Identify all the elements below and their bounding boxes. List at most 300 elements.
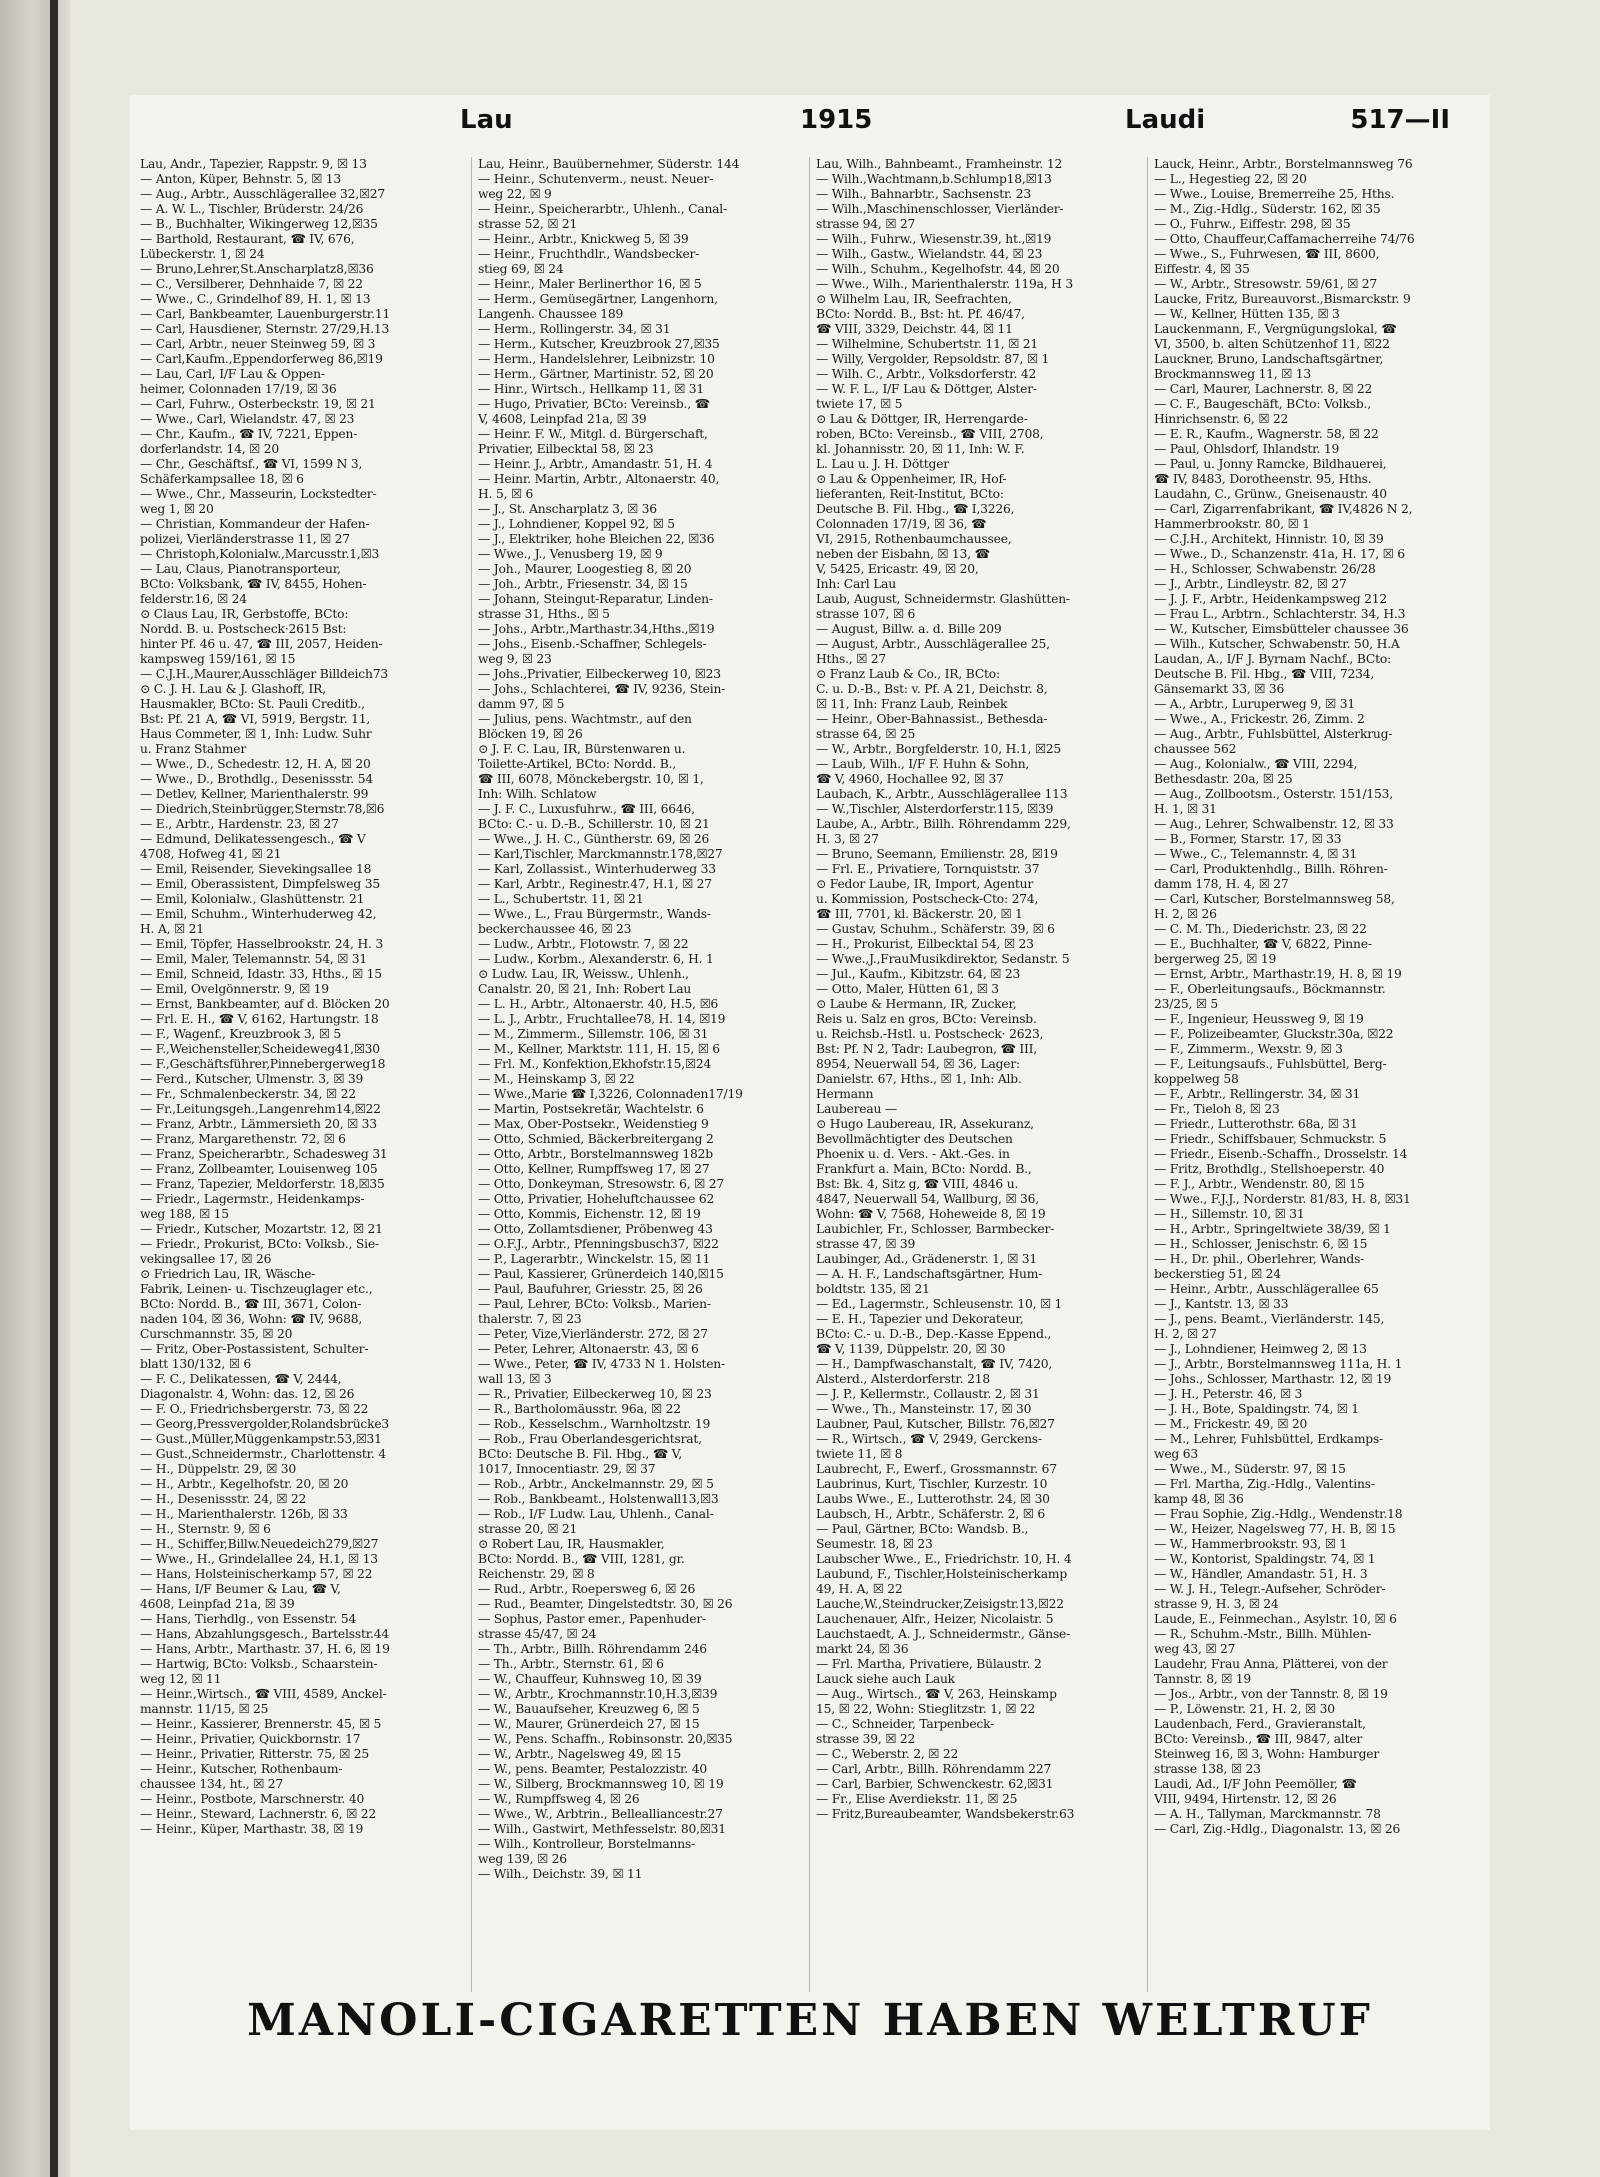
directory-entry: — Barthold, Restaurant, ☎ IV, 676, <box>140 232 355 246</box>
directory-entry: ⊙ C. J. H. Lau & J. Glashoff, IR, <box>140 682 326 696</box>
directory-entry: ⊙ Lau & Döttger, IR, Herrengarde- <box>816 412 1028 426</box>
directory-entry: naden 104, ☒ 36, Wohn: ☎ IV, 9688, <box>140 1312 363 1326</box>
directory-entry: — Hartwig, BCto: Volksb., Schaarstein- <box>140 1657 378 1671</box>
directory-entry: Colonnaden 17/19, ☒ 36, ☎ <box>816 517 987 531</box>
directory-entry: Laudenbach, Ferd., Gravieranstalt, <box>1154 1717 1366 1731</box>
directory-entry: — Ludw., Arbtr., Flotowstr. 7, ☒ 22 <box>478 937 689 951</box>
directory-entry: damm 178, H. 4, ☒ 27 <box>1154 877 1289 891</box>
directory-entry: Lau, Andr., Tapezier, Rappstr. 9, ☒ 13 <box>140 157 367 171</box>
directory-entry: wall 13, ☒ 3 <box>478 1372 552 1386</box>
directory-entry: — Hans, Arbtr., Marthastr. 37, H. 6, ☒ 19 <box>140 1642 390 1656</box>
directory-entry: Deutsche B. Fil. Hbg., ☎ I,3226, <box>816 502 1015 516</box>
directory-entry: strasse 47, ☒ 39 <box>816 1237 916 1251</box>
directory-entry: — Carl,Kaufm.,Eppendorferweg 86,☒19 <box>140 352 383 366</box>
directory-entry: V, 5425, Ericastr. 49, ☒ 20, <box>816 562 979 576</box>
directory-entry: — Diedrich,Steinbrügger,Sternstr.78,☒6 <box>140 802 385 816</box>
directory-entry: Laube, A., Arbtr., Billh. Röhrendamm 229, <box>816 817 1071 831</box>
directory-entry: — Paul, Baufuhrer, Griesstr. 25, ☒ 26 <box>478 1282 703 1296</box>
directory-entry: — J., St. Anscharplatz 3, ☒ 36 <box>478 502 657 516</box>
directory-entry: damm 97, ☒ 5 <box>478 697 565 711</box>
directory-entry: L. Lau u. J. H. Döttger <box>816 457 949 471</box>
directory-entry: weg 22, ☒ 9 <box>478 187 552 201</box>
directory-entry: — Heinr., Privatier, Quickbornstr. 17 <box>140 1732 361 1746</box>
directory-entry: — J. P., Kellermstr., Collaustr. 2, ☒ 31 <box>816 1387 1040 1401</box>
directory-entry: — Emil, Kolonialw., Glashüttenstr. 21 <box>140 892 365 906</box>
directory-entry: Laubach, K., Arbtr., Ausschlägerallee 113 <box>816 787 1068 801</box>
directory-entry: — Peter, Vize,Vierländerstr. 272, ☒ 27 <box>478 1327 708 1341</box>
directory-entry: — Herm., Kutscher, Kreuzbrook 27,☒35 <box>478 337 720 351</box>
directory-entry: Seumestr. 18, ☒ 23 <box>816 1537 933 1551</box>
directory-entry: neben der Eisbahn, ☒ 13, ☎ <box>816 547 990 561</box>
directory-entry: Hinrichsenstr. 6, ☒ 22 <box>1154 412 1289 426</box>
directory-entry: Bevollmächtigter des Deutschen <box>816 1132 1013 1146</box>
directory-entry: — P., Lagerarbtr., Winckelstr. 15, ☒ 11 <box>478 1252 711 1266</box>
directory-entry: — Herm., Gärtner, Martinistr. 52, ☒ 20 <box>478 367 714 381</box>
directory-entry: Laudi, Ad., I/F John Peemöller, ☎ <box>1154 1777 1357 1791</box>
directory-entry: — Th., Arbtr., Billh. Röhrendamm 246 <box>478 1642 707 1656</box>
directory-entry: Hths., ☒ 27 <box>816 652 887 666</box>
directory-entry: blatt 130/132, ☒ 6 <box>140 1357 251 1371</box>
directory-entry: Canalstr. 20, ☒ 21, Inh: Robert Lau <box>478 982 692 996</box>
directory-entry: — Aug., Lehrer, Schwalbenstr. 12, ☒ 33 <box>1154 817 1394 831</box>
directory-entry: — W.,Tischler, Alsterdorferstr.115, ☒39 <box>816 802 1054 816</box>
directory-entry: 4847, Neuerwall 54, Wallburg, ☒ 36, <box>816 1192 1039 1206</box>
directory-entry: — Hans, Abzahlungsgesch., Bartelsstr.44 <box>140 1627 389 1641</box>
directory-entry: — Carl, Barbier, Schwenckestr. 62,☒31 <box>816 1777 1054 1791</box>
directory-entry: — Johs., Schlosser, Marthastr. 12, ☒ 19 <box>1154 1372 1392 1386</box>
directory-entry: stieg 69, ☒ 24 <box>478 262 564 276</box>
directory-entry: — F.,Geschäftsführer,Pinnebergerweg18 <box>140 1057 386 1071</box>
directory-entry: — Herm., Handelslehrer, Leibnizstr. 10 <box>478 352 715 366</box>
directory-entry: — Wilh., Bahnarbtr., Sachsenstr. 23 <box>816 187 1031 201</box>
directory-entry: — Wwe., C., Grindelhof 89, H. 1, ☒ 13 <box>140 292 371 306</box>
directory-entry: — E., Buchhalter, ☎ V, 6822, Pinne- <box>1154 937 1372 951</box>
directory-entry: — Rob., Arbtr., Anckelmannstr. 29, ☒ 5 <box>478 1477 714 1491</box>
directory-entry: — Emil, Schneid, Idastr. 33, Hths., ☒ 15 <box>140 967 382 981</box>
advertisement-footer: MANOLI-CIGARETTEN HABEN WELTRUF <box>247 1995 1373 2046</box>
directory-entry: Laubichler, Fr., Schlosser, Barmbecker- <box>816 1222 1055 1236</box>
directory-entry: — Frl. M., Konfektion,Ekhofstr.15,☒24 <box>478 1057 712 1071</box>
directory-entry: ⊙ Ludw. Lau, IR, Weissw., Uhlenh., <box>478 967 689 981</box>
directory-entry: u. Franz Stahmer <box>140 742 247 756</box>
directory-entry: — Wwe., W., Arbtrin., Bellealliancestr.27 <box>478 1807 723 1821</box>
directory-entry: — Wilh., Kutscher, Schwabenstr. 50, H.A <box>1154 637 1400 651</box>
directory-entry: — C.J.H., Architekt, Hinnistr. 10, ☒ 39 <box>1154 532 1384 546</box>
directory-entry: — Lau, Carl, I/F Lau & Oppen- <box>140 367 325 381</box>
directory-entry: — Franz, Arbtr., Lämmersieth 20, ☒ 33 <box>140 1117 377 1131</box>
directory-entry: — J., pens. Beamt., Vierländerstr. 145, <box>1154 1312 1385 1326</box>
directory-entry: — F. J., Arbtr., Wendenstr. 80, ☒ 15 <box>1154 1177 1365 1191</box>
directory-entry: lieferanten, Reit-Institut, BCto: <box>816 487 1004 501</box>
directory-entry: — Emil, Töpfer, Hasselbrookstr. 24, H. 3 <box>140 937 384 951</box>
directory-entry: — Aug., Arbtr., Fuhlsbüttel, Alsterkrug- <box>1154 727 1393 741</box>
directory-entry: Lauche,W.,Steindrucker,Zeisigstr.13,☒22 <box>816 1597 1064 1611</box>
directory-entry: — H., Schiffer,Billw.Neuedeich279,☒27 <box>140 1537 379 1551</box>
directory-entry: — W., Arbtr., Stresowstr. 59/61, ☒ 27 <box>1154 277 1378 291</box>
directory-entry: H. A, ☒ 21 <box>140 922 204 936</box>
directory-entry: — Heinr., Arbtr., Knickweg 5, ☒ 39 <box>478 232 689 246</box>
directory-entry: — E., Arbtr., Hardenstr. 23, ☒ 27 <box>140 817 339 831</box>
page-number: 517—II <box>1350 105 1450 135</box>
directory-entry: — C., Schneider, Tarpenbeck- <box>816 1717 995 1731</box>
directory-entry: — Carl, Bankbeamter, Lauenburgerstr.11 <box>140 307 391 321</box>
directory-entry: — Wwe., A., Frickestr. 26, Zimm. 2 <box>1154 712 1365 726</box>
directory-entry: Laubrinus, Kurt, Tischler, Kurzestr. 10 <box>816 1477 1048 1491</box>
directory-entry: — Johann, Steingut-Reparatur, Linden- <box>478 592 713 606</box>
directory-entry: — Johs.,Privatier, Eilbeckerweg 10, ☒23 <box>478 667 721 681</box>
directory-entry: chaussee 134, ht., ☒ 27 <box>140 1777 283 1791</box>
directory-entry: — Edmund, Delikatessengesch., ☎ V <box>140 832 366 846</box>
directory-entry: — Wwe., Wilh., Marienthalerstr. 119a, H 3 <box>816 277 1073 291</box>
directory-entry: Alsterd., Alsterdorferstr. 218 <box>816 1372 990 1386</box>
directory-entry: BCto: Nordd. B., ☎ III, 3671, Colon- <box>140 1297 362 1311</box>
directory-entry: — Friedr., Lagermstr., Heidenkamps- <box>140 1192 365 1206</box>
directory-entry: — Heinr. J., Arbtr., Amandastr. 51, H. 4 <box>478 457 713 471</box>
directory-entry: — W. F. L., I/F Lau & Döttger, Alster- <box>816 382 1037 396</box>
directory-entry: Steinweg 16, ☒ 3, Wohn: Hamburger <box>1154 1747 1380 1761</box>
directory-entry: — J., Lohndiener, Heimweg 2, ☒ 13 <box>1154 1342 1367 1356</box>
directory-entry: — Franz, Zollbeamter, Louisenweg 105 <box>140 1162 378 1176</box>
directory-entry: — Chr., Geschäftsf., ☎ VI, 1599 N 3, <box>140 457 363 471</box>
directory-entry: — Ferd., Kutscher, Ulmenstr. 3, ☒ 39 <box>140 1072 364 1086</box>
directory-entry: — Emil, Maler, Telemannstr. 54, ☒ 31 <box>140 952 368 966</box>
directory-entry: — Heinr., Küper, Marthastr. 38, ☒ 19 <box>140 1822 364 1836</box>
directory-entry: — Frl. E. H., ☎ V, 6162, Hartungstr. 18 <box>140 1012 379 1026</box>
directory-entry: Laudahn, C., Grünw., Gneisenaustr. 40 <box>1154 487 1387 501</box>
directory-entry: Blöcken 19, ☒ 26 <box>478 727 583 741</box>
directory-entry: Laubner, Paul, Kutscher, Billstr. 76,☒27 <box>816 1417 1055 1431</box>
directory-entry: — Joh., Maurer, Loogestieg 8, ☒ 20 <box>478 562 692 576</box>
directory-entry: — W., Heizer, Nagelsweg 77, H. B, ☒ 15 <box>1154 1522 1396 1536</box>
directory-entry: — Carl, Zigarrenfabrikant, ☎ IV,4826 N 2, <box>1154 502 1413 516</box>
directory-columns <box>140 157 1485 1992</box>
directory-entry: Lau, Wilh., Bahnbeamt., Framheinstr. 12 <box>816 157 1063 171</box>
directory-entry: — H., Schlosser, Jenischstr. 6, ☒ 15 <box>1154 1237 1368 1251</box>
directory-entry: — Gustav, Schuhm., Schäferstr. 39, ☒ 6 <box>816 922 1055 936</box>
directory-entry: — F.,Weichensteller,Scheideweg41,☒30 <box>140 1042 380 1056</box>
directory-entry: — Johs., Eisenb.-Schaffner, Schlegels- <box>478 637 707 651</box>
directory-entry: strasse 39, ☒ 22 <box>816 1732 916 1746</box>
directory-entry: — L., Hegestieg 22, ☒ 20 <box>1154 172 1307 186</box>
directory-entry: boldtstr. 135, ☒ 21 <box>816 1282 930 1296</box>
directory-entry: — Paul, Lehrer, BCto: Volksb., Marien- <box>478 1297 711 1311</box>
directory-entry: weg 1, ☒ 20 <box>140 502 214 516</box>
directory-entry: Phoenix u. d. Vers. - Akt.-Ges. in <box>816 1147 1010 1161</box>
directory-entry: — Wwe., D., Schanzenstr. 41a, H. 17, ☒ 6 <box>1154 547 1405 561</box>
directory-entry: — Fr., Elise Averdiekstr. 11, ☒ 25 <box>816 1792 1018 1806</box>
directory-entry: Inh: Carl Lau <box>816 577 897 591</box>
directory-entry: 4708, Hofweg 41, ☒ 21 <box>140 847 282 861</box>
directory-entry: — Paul, Kassierer, Grünerdeich 140,☒15 <box>478 1267 724 1281</box>
directory-entry: — Ernst, Arbtr., Marthastr.19, H. 8, ☒ 19 <box>1154 967 1402 981</box>
directory-entry: weg 139, ☒ 26 <box>478 1852 567 1866</box>
directory-entry: markt 24, ☒ 36 <box>816 1642 909 1656</box>
directory-entry: — Th., Arbtr., Sternstr. 61, ☒ 6 <box>478 1657 664 1671</box>
directory-entry: — Hans, I/F Beumer & Lau, ☎ V, <box>140 1582 341 1596</box>
directory-entry: — F., Arbtr., Rellingerstr. 34, ☒ 31 <box>1154 1087 1361 1101</box>
directory-entry: — M., Heinskamp 3, ☒ 22 <box>478 1072 635 1086</box>
directory-entry: — Wilh., Gastw., Wielandstr. 44, ☒ 23 <box>816 247 1043 261</box>
directory-entry: — Wilh., Fuhrw., Wiesenstr.39, ht.,☒19 <box>816 232 1052 246</box>
binding-edge <box>50 0 58 2177</box>
directory-entry: — Heinr., Fruchthdlr., Wandsbecker- <box>478 247 700 261</box>
directory-entry: ⊙ J. F. C. Lau, IR, Bürstenwaren u. <box>478 742 686 756</box>
directory-entry: u. Kommission, Postscheck-Cto: 274, <box>816 892 1039 906</box>
directory-entry: Lauchstaedt, A. J., Schneidermstr., Gänse- <box>816 1627 1071 1641</box>
directory-entry: — Wilhelmine, Schubertstr. 11, ☒ 21 <box>816 337 1038 351</box>
column-2 <box>478 157 810 1992</box>
directory-entry: — Bruno, Seemann, Emilienstr. 28, ☒19 <box>816 847 1058 861</box>
directory-entry: weg 188, ☒ 15 <box>140 1207 229 1221</box>
directory-entry: Bst: Pf. 21 A, ☎ VI, 5919, Bergstr. 11, <box>140 712 371 726</box>
directory-entry: Reichenstr. 29, ☒ 8 <box>478 1567 595 1581</box>
directory-entry: — Karl, Zollassist., Winterhuderweg 33 <box>478 862 716 876</box>
directory-entry: — Max, Ober-Postsekr., Weidenstieg 9 <box>478 1117 709 1131</box>
directory-entry: H. 5, ☒ 6 <box>478 487 534 501</box>
directory-entry: — Paul, u. Jonny Ramcke, Bildhauerei, <box>1154 457 1387 471</box>
page-header <box>130 105 1490 145</box>
directory-entry: — F. C., Delikatessen, ☎ V, 2444, <box>140 1372 342 1386</box>
directory-entry: — Ludw., Korbm., Alexanderstr. 6, H. 1 <box>478 952 714 966</box>
directory-entry: Laubrecht, F., Ewerf., Grossmannstr. 67 <box>816 1462 1057 1476</box>
directory-entry: kl. Johannisstr. 20, ☒ 11, Inh: W. F. <box>816 442 1025 456</box>
directory-entry: weg 63 <box>1154 1447 1199 1461</box>
directory-entry: — H., Schlosser, Schwabenstr. 26/28 <box>1154 562 1376 576</box>
directory-entry: — Friedr., Eisenb.-Schaffn., Drosselstr. 14 <box>1154 1147 1408 1161</box>
directory-entry: BCto: C.- u. D.-B., Dep.-Kasse Eppend., <box>816 1327 1052 1341</box>
directory-entry: VI, 2915, Rothenbaumchaussee, <box>816 532 1012 546</box>
directory-entry: — Rob., Frau Oberlandesgerichtsrat, <box>478 1432 702 1446</box>
directory-entry: — Gust.,Schneidermstr., Charlottenstr. 4 <box>140 1447 386 1461</box>
directory-entry: — H., Marienthalerstr. 126b, ☒ 33 <box>140 1507 348 1521</box>
directory-entry: H. 2, ☒ 27 <box>1154 1327 1217 1341</box>
directory-entry: — M., Zimmerm., Sillemstr. 106, ☒ 31 <box>478 1027 709 1041</box>
directory-entry: H. 1, ☒ 31 <box>1154 802 1217 816</box>
directory-entry: — Aug., Wirtsch., ☎ V, 263, Heinskamp <box>816 1687 1057 1701</box>
directory-entry: — Rud., Arbtr., Roepersweg 6, ☒ 26 <box>478 1582 696 1596</box>
directory-entry: — Wwe., Peter, ☎ IV, 4733 N 1. Holsten- <box>478 1357 725 1371</box>
directory-entry: — Wilh., Kontrolleur, Borstelmanns- <box>478 1837 696 1851</box>
directory-entry: — Wwe., J., Venusberg 19, ☒ 9 <box>478 547 663 561</box>
directory-entry: — Hans, Tierhdlg., von Essenstr. 54 <box>140 1612 357 1626</box>
directory-entry: — Heinr., Postbote, Marschnerstr. 40 <box>140 1792 365 1806</box>
directory-entry: — Johs., Arbtr.,Marthastr.34,Hths.,☒19 <box>478 622 715 636</box>
directory-entry: — Rob., Kesselschm., Warnholtzstr. 19 <box>478 1417 711 1431</box>
directory-entry: — H., Düppelstr. 29, ☒ 30 <box>140 1462 297 1476</box>
directory-entry: strasse 31, Hths., ☒ 5 <box>478 607 610 621</box>
directory-entry: — Martin, Postsekretär, Wachtelstr. 6 <box>478 1102 704 1116</box>
directory-entry: — C.J.H.,Maurer,Ausschläger Billdeich73 <box>140 667 388 681</box>
directory-entry: chaussee 562 <box>1154 742 1237 756</box>
directory-entry: — Johs., Schlachterei, ☎ IV, 9236, Stein- <box>478 682 726 696</box>
directory-entry: 49, H. A, ☒ 22 <box>816 1582 903 1596</box>
directory-entry: — J., Arbtr., Lindleystr. 82, ☒ 27 <box>1154 577 1347 591</box>
directory-entry: — Heinr. Martin, Arbtr., Altonaerstr. 40, <box>478 472 720 486</box>
directory-entry: — Wilh., Gastwirt, Methfesselstr. 80,☒31 <box>478 1822 726 1836</box>
directory-entry: — Otto, Kommis, Eichenstr. 12, ☒ 19 <box>478 1207 701 1221</box>
directory-entry: — Frl. E., Privatiere, Tornquiststr. 37 <box>816 862 1040 876</box>
directory-entry: — H., Prokurist, Eilbecktal 54, ☒ 23 <box>816 937 1034 951</box>
directory-entry: — W., Arbtr., Krochmannstr.10,H.3,☒39 <box>478 1687 718 1701</box>
directory-entry: strasse 107, ☒ 6 <box>816 607 916 621</box>
directory-entry: — Heinr.,Wirtsch., ☎ VIII, 4589, Anckel- <box>140 1687 387 1701</box>
directory-entry: Bethesdastr. 20a, ☒ 25 <box>1154 772 1293 786</box>
directory-entry: — E. R., Kaufm., Wagnerstr. 58, ☒ 22 <box>1154 427 1379 441</box>
directory-entry: — Heinr., Maler Berlinerthor 16, ☒ 5 <box>478 277 702 291</box>
directory-entry: — W., Maurer, Grünerdeich 27, ☒ 15 <box>478 1717 700 1731</box>
directory-entry: — Wwe.,J.,FrauMusikdirektor, Sedanstr. 5 <box>816 952 1070 966</box>
directory-entry: BCto: Nordd. B., ☎ VIII, 1281, gr. <box>478 1552 685 1566</box>
directory-entry: ⊙ Lau & Oppenheimer, IR, Hof- <box>816 472 1007 486</box>
directory-entry: — Carl, Maurer, Lachnerstr. 8, ☒ 22 <box>1154 382 1373 396</box>
directory-entry: — Paul, Gärtner, BCto: Wandsb. B., <box>816 1522 1029 1536</box>
directory-entry: — J., Arbtr., Borstelmannsweg 111a, H. 1 <box>1154 1357 1403 1371</box>
directory-entry: — J. H., Peterstr. 46, ☒ 3 <box>1154 1387 1303 1401</box>
directory-entry: — Anton, Küper, Behnstr. 5, ☒ 13 <box>140 172 341 186</box>
directory-entry: — Franz, Margarethenstr. 72, ☒ 6 <box>140 1132 346 1146</box>
directory-entry: — R., Bartholomäusstr. 96a, ☒ 22 <box>478 1402 681 1416</box>
directory-entry: Laubs Wwe., E., Lutterothstr. 24, ☒ 30 <box>816 1492 1050 1506</box>
directory-entry: — Lau, Claus, Pianotransporteur, <box>140 562 341 576</box>
directory-entry: Fabrik, Leinen- u. Tischzeuglager etc., <box>140 1282 373 1296</box>
directory-entry: — H., Desenissstr. 24, ☒ 22 <box>140 1492 307 1506</box>
directory-entry: roben, BCto: Vereinsb., ☎ VIII, 2708, <box>816 427 1044 441</box>
directory-entry: Diagonalstr. 4, Wohn: das. 12, ☒ 26 <box>140 1387 355 1401</box>
directory-entry: — W. J. H., Telegr.-Aufseher, Schröder- <box>1154 1582 1386 1596</box>
directory-entry: — Ed., Lagermstr., Schleusenstr. 10, ☒ 1 <box>816 1297 1063 1311</box>
directory-entry: — Rud., Beamter, Dingelstedtstr. 30, ☒ 26 <box>478 1597 733 1611</box>
directory-page <box>130 95 1490 2130</box>
directory-entry: Lauckenmann, F., Vergnügungslokal, ☎ <box>1154 322 1397 336</box>
directory-entry: ☎ V, 4960, Hochallee 92, ☒ 37 <box>816 772 1004 786</box>
directory-entry: — Franz, Speicherarbtr., Schadesweg 31 <box>140 1147 388 1161</box>
directory-entry: — Heinr., Speicherarbtr., Uhlenh., Canal- <box>478 202 727 216</box>
directory-entry: — Peter, Lehrer, Altonaerstr. 43, ☒ 6 <box>478 1342 699 1356</box>
directory-entry: Laub, August, Schneidermstr. Glashütten- <box>816 592 1070 606</box>
directory-entry: ☎ V, 1139, Düppelstr. 20, ☒ 30 <box>816 1342 1006 1356</box>
directory-entry: — C., Weberstr. 2, ☒ 22 <box>816 1747 959 1761</box>
directory-entry: ☎ VIII, 3329, Deichstr. 44, ☒ 11 <box>816 322 1013 336</box>
directory-entry: ⊙ Hugo Laubereau, IR, Assekuranz, <box>816 1117 1034 1131</box>
directory-entry: H. 2, ☒ 26 <box>1154 907 1217 921</box>
directory-entry: — Fritz, Brothdlg., Stellshoeperstr. 40 <box>1154 1162 1385 1176</box>
directory-entry: Lauckner, Bruno, Landschaftsgärtner, <box>1154 352 1384 366</box>
directory-entry: — Heinr., Ober-Bahnassist., Bethesda- <box>816 712 1048 726</box>
directory-entry: — Friedr., Kutscher, Mozartstr. 12, ☒ 21 <box>140 1222 383 1236</box>
directory-entry: — Karl,Tischler, Marckmannstr.178,☒27 <box>478 847 723 861</box>
directory-entry: Brockmannsweg 11, ☒ 13 <box>1154 367 1312 381</box>
directory-entry: — Friedr., Prokurist, BCto: Volksb., Sie- <box>140 1237 379 1251</box>
directory-entry: — W., Kutscher, Eimsbütteler chaussee 36 <box>1154 622 1409 636</box>
directory-entry: — Fritz,Bureaubeamter, Wandsbekerstr.63 <box>816 1807 1075 1821</box>
directory-entry: — Wwe., J. H. C., Güntherstr. 69, ☒ 26 <box>478 832 710 846</box>
directory-entry: — Franz, Tapezier, Meldorferstr. 18,☒35 <box>140 1177 385 1191</box>
directory-entry: BCto: Volksbank, ☎ IV, 8455, Hohen- <box>140 577 367 591</box>
directory-entry: Lauck siehe auch Lauk <box>816 1672 955 1686</box>
directory-entry: Toilette-Artikel, BCto: Nordd. B., <box>478 757 676 771</box>
directory-entry: — Fr., Schmalenbeckerstr. 34, ☒ 22 <box>140 1087 356 1101</box>
directory-entry: Lauck, Heinr., Arbtr., Borstelmannsweg 76 <box>1154 157 1413 171</box>
directory-entry: — W., Arbtr., Borgfelderstr. 10, H.1, ☒25 <box>816 742 1062 756</box>
directory-entry: Haus Commeter, ☒ 1, Inh: Ludw. Suhr <box>140 727 372 741</box>
directory-entry: strasse 94, ☒ 27 <box>816 217 916 231</box>
directory-entry: strasse 64, ☒ 25 <box>816 727 916 741</box>
directory-entry: Laudan, A., I/F J. Byrnam Nachf., BCto: <box>1154 652 1391 666</box>
directory-entry: felderstr.16, ☒ 24 <box>140 592 247 606</box>
directory-entry: hinter Pf. 46 u. 47, ☎ III, 2057, Heiden- <box>140 637 383 651</box>
directory-entry: Laudehr, Frau Anna, Plätterei, von der <box>1154 1657 1388 1671</box>
directory-entry: ⊙ Friedrich Lau, IR, Wäsche- <box>140 1267 316 1281</box>
directory-entry: — Paul, Ohlsdorf, Ihlandstr. 19 <box>1154 442 1340 456</box>
directory-entry: Tannstr. 8, ☒ 19 <box>1154 1672 1252 1686</box>
directory-entry: strasse 52, ☒ 21 <box>478 217 578 231</box>
directory-entry: — A. H. F., Landschaftsgärtner, Hum- <box>816 1267 1043 1281</box>
directory-entry: — J. H., Bote, Spaldingstr. 74, ☒ 1 <box>1154 1402 1359 1416</box>
directory-entry: ⊙ Wilhelm Lau, IR, Seefrachten, <box>816 292 1012 306</box>
directory-entry: Laude, E., Feinmechan., Asylstr. 10, ☒ 6 <box>1154 1612 1397 1626</box>
directory-entry: — Friedr., Lutterothstr. 68a, ☒ 31 <box>1154 1117 1358 1131</box>
directory-entry: — Detlev, Kellner, Marienthalerstr. 99 <box>140 787 369 801</box>
directory-entry: — W., Kellner, Hütten 135, ☒ 3 <box>1154 307 1340 321</box>
directory-entry: — Heinr., Privatier, Ritterstr. 75, ☒ 25 <box>140 1747 370 1761</box>
directory-entry: BCto: Nordd. B., Bst: ht. Pf. 46/47, <box>816 307 1025 321</box>
directory-entry: — Wwe., Chr., Masseurin, Lockstedter- <box>140 487 377 501</box>
directory-entry: Langenh. Chaussee 189 <box>478 307 624 321</box>
directory-entry: — Carl, Arbtr., neuer Steinweg 59, ☒ 3 <box>140 337 376 351</box>
directory-entry: — E. H., Tapezier und Dekorateur, <box>816 1312 1024 1326</box>
directory-entry: — C. M. Th., Diederichstr. 23, ☒ 22 <box>1154 922 1367 936</box>
directory-entry: — Aug., Zollbootsm., Osterstr. 151/153, <box>1154 787 1394 801</box>
directory-entry: Laubereau — <box>816 1102 897 1116</box>
directory-entry: — Wwe.,Marie ☎ I,3226, Colonnaden17/19 <box>478 1087 743 1101</box>
directory-entry: — Wilh.,Wachtmann,b.Schlump18,☒13 <box>816 172 1052 186</box>
directory-entry: — J., Lohndiener, Koppel 92, ☒ 5 <box>478 517 675 531</box>
directory-entry: — Otto, Chauffeur,Caffamacherreihe 74/76 <box>1154 232 1415 246</box>
directory-entry: u. Reichsb.-Hstl. u. Postscheck· 2623, <box>816 1027 1044 1041</box>
directory-entry: — Wwe., S., Fuhrwesen, ☎ III, 8600, <box>1154 247 1380 261</box>
directory-entry: weg 9, ☒ 23 <box>478 652 552 666</box>
directory-entry: — F., Leitungsaufs., Fuhlsbüttel, Berg- <box>1154 1057 1387 1071</box>
directory-entry: — Otto, Kellner, Rumpffsweg 17, ☒ 27 <box>478 1162 710 1176</box>
directory-entry: weg 43, ☒ 27 <box>1154 1642 1236 1656</box>
directory-entry: — Herm., Gemüsegärtner, Langenhorn, <box>478 292 718 306</box>
directory-entry: — Aug., Kolonialw., ☎ VIII, 2294, <box>1154 757 1358 771</box>
directory-entry: — P., Löwenstr. 21, H. 2, ☒ 30 <box>1154 1702 1335 1716</box>
directory-entry: BCto: C.- u. D.-B., Schillerstr. 10, ☒ 21 <box>478 817 710 831</box>
directory-entry: — H., Arbtr., Springeltwiete 38/39, ☒ 1 <box>1154 1222 1391 1236</box>
directory-entry: Inh: Wilh. Schlatow <box>478 787 597 801</box>
directory-entry: — Wwe., D., Brothdlg., Desenissstr. 54 <box>140 772 373 786</box>
directory-entry: — Frl. Martha, Privatiere, Bülaustr. 2 <box>816 1657 1042 1671</box>
directory-entry: BCto: Deutsche B. Fil. Hbg., ☎ V, <box>478 1447 682 1461</box>
directory-entry: ☎ III, 6078, Mönckebergstr. 10, ☒ 1, <box>478 772 704 786</box>
directory-entry: — Christoph,Kolonialw.,Marcusstr.1,☒3 <box>140 547 380 561</box>
directory-entry: VIII, 9494, Hirtenstr. 12, ☒ 26 <box>1154 1792 1337 1806</box>
directory-entry: — Frl. Martha, Zig.-Hdlg., Valentins- <box>1154 1477 1375 1491</box>
directory-entry: — W., Chauffeur, Kuhnsweg 10, ☒ 39 <box>478 1672 702 1686</box>
directory-entry: — F., Polizeibeamter, Gluckstr.30a, ☒22 <box>1154 1027 1394 1041</box>
directory-entry: — Wwe., Louise, Bremerreihe 25, Hths. <box>1154 187 1395 201</box>
directory-entry: — M., Lehrer, Fuhlsbüttel, Erdkamps- <box>1154 1432 1384 1446</box>
directory-entry: — Otto, Donkeyman, Stresowstr. 6, ☒ 27 <box>478 1177 724 1191</box>
header-right-keyword: Laudi <box>1125 105 1206 135</box>
directory-entry: — F., Wagenf., Kreuzbrook 3, ☒ 5 <box>140 1027 342 1041</box>
directory-entry: 4608, Leinpfad 21a, ☒ 39 <box>140 1597 295 1611</box>
directory-entry: Laucke, Fritz, Bureauvorst.,Bismarckstr. 9 <box>1154 292 1411 306</box>
directory-entry: H. 3, ☒ 27 <box>816 832 879 846</box>
directory-entry: — Emil, Schuhm., Winterhuderweg 42, <box>140 907 377 921</box>
directory-entry: Laubund, F., Tischler,Holsteinischerkamp <box>816 1567 1068 1581</box>
